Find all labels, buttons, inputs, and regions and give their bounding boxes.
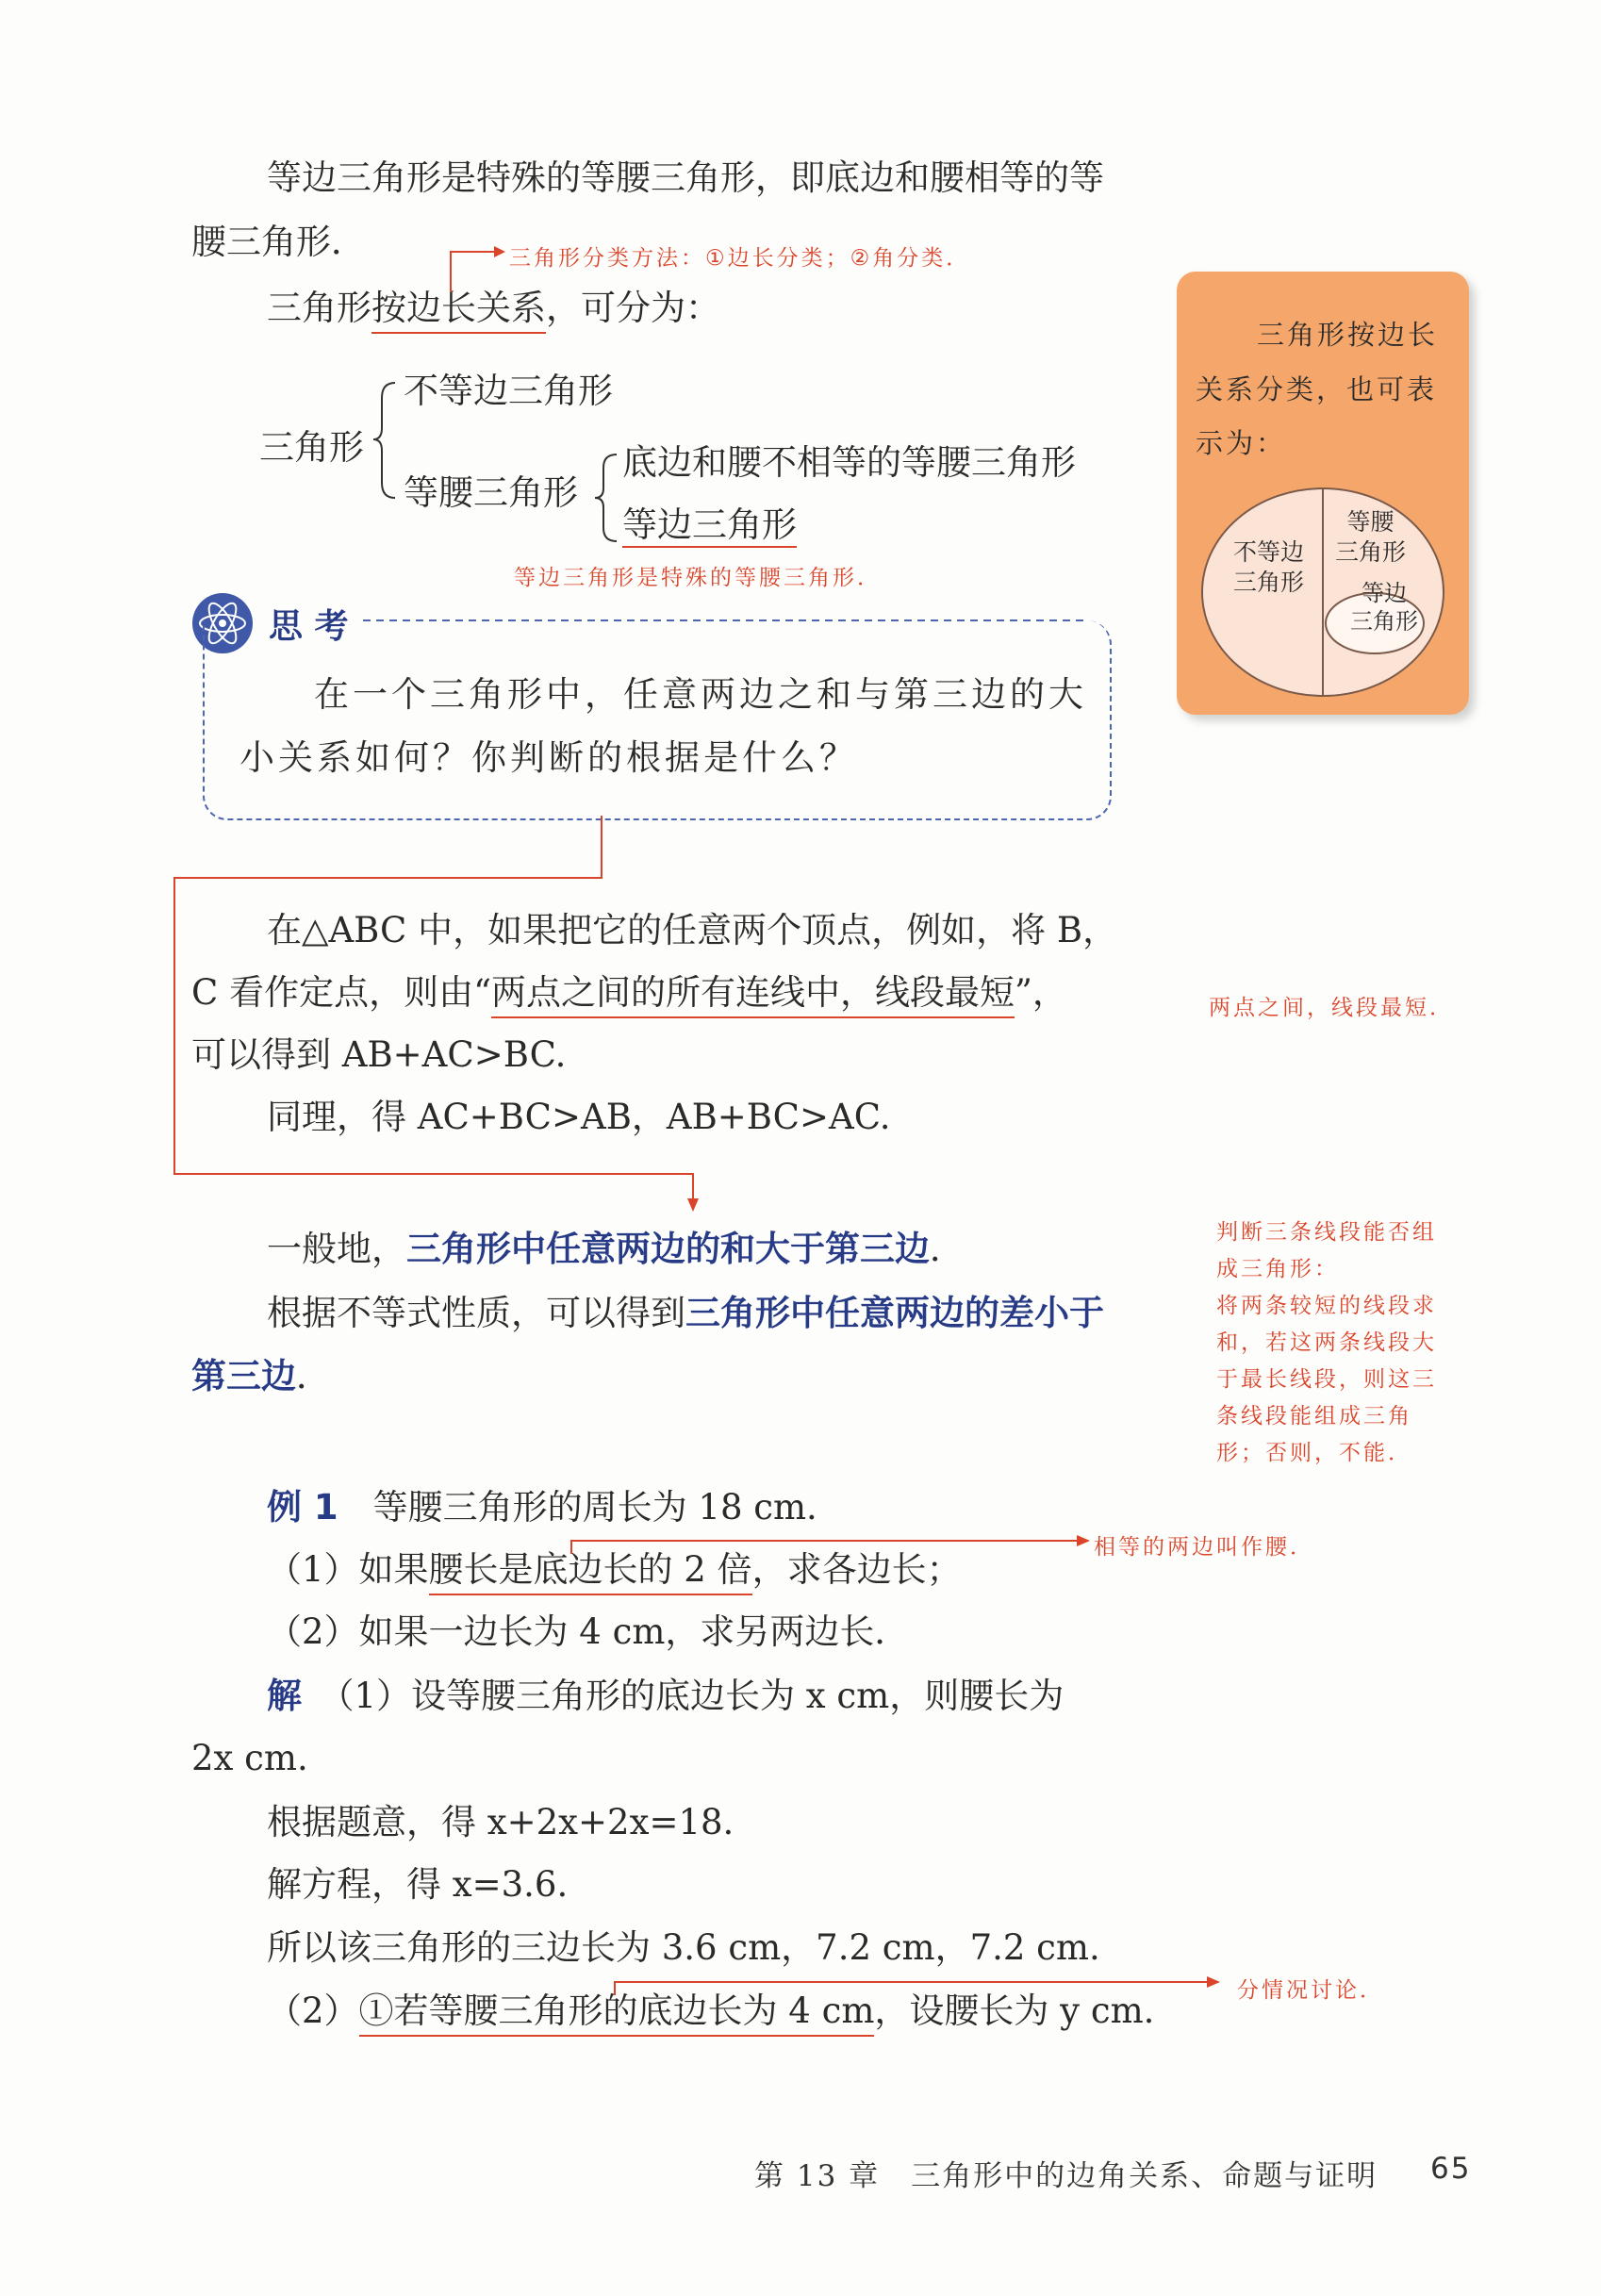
annotation-line: 和，若这两条线段大 [1216, 1330, 1437, 1355]
venn-label-line: 等边 [1362, 580, 1407, 606]
reasoning-line: 可以得到 AB+AC>BC. [191, 1034, 567, 1075]
venn-isosceles-label [1335, 507, 1406, 568]
tree-sub-equilateral: 等边三角形 [622, 507, 797, 548]
paragraph-line: 等边三角形是特殊的等腰三角形，即底边和腰相等的等 [267, 157, 1104, 198]
reasoning-line [191, 972, 1067, 1013]
solution-text: ，设腰长为 y cm. [874, 1990, 1155, 2031]
theorem-text: 根据不等式性质，可以得到 [267, 1293, 685, 1333]
reasoning-connector [170, 816, 707, 1221]
annotation-arrow [569, 1535, 1093, 1558]
example-statement: 等腰三角形的周长为 18 cm. [372, 1487, 817, 1528]
venn-label-line: 不等边 [1233, 538, 1305, 566]
think-question-line: 在一个三角形中，任意两边之和与第三边的大 [314, 674, 1087, 715]
think-box-top-border [363, 618, 1113, 623]
tree-brace [371, 379, 399, 502]
theorem-highlight: 三角形中任意两边的差小于 [685, 1293, 1104, 1333]
question-text: ，求各边长； [751, 1549, 962, 1590]
annotation-line: 判断三条线段能否组 [1216, 1220, 1437, 1245]
tree-sub-isosceles-nonequal: 底边和腰不相等的等腰三角形 [622, 442, 1076, 483]
theorem-text: ． [930, 1229, 965, 1269]
venn-equilateral-label [1350, 579, 1418, 636]
annotation-line: 形；否则，不能． [1216, 1441, 1412, 1465]
venn-label-line: 三角形 [1335, 538, 1407, 566]
solution-text: （2） [267, 1990, 359, 2031]
tree-brace [592, 451, 620, 545]
annotation-equilateral: 等边三角形是特殊的等腰三角形． [514, 566, 882, 590]
classify-prefix: 三角形 [267, 288, 371, 328]
reasoning-text: C 看作定点，则由“ [191, 972, 491, 1013]
annotation-line: 将两条较短的线段求 [1216, 1294, 1437, 1318]
theorem-text: 一般地， [267, 1229, 406, 1269]
venn-label-line: 等腰 [1346, 508, 1395, 536]
example-question-2: （2）如果一边长为 4 cm，求另两边长． [267, 1611, 910, 1652]
page-number: 65 [1430, 2152, 1472, 2186]
tree-root: 三角形 [259, 427, 364, 468]
question-text: （1）如果 [267, 1549, 429, 1590]
solution-line: 根据题意，得 x+2x+2x=18. [267, 1802, 734, 1842]
classify-suffix: ，可分为： [546, 288, 720, 328]
side-card-caption: 示为： [1196, 427, 1287, 459]
annotation-arrow [613, 1976, 1224, 1999]
solution-line [267, 1676, 1065, 1716]
solution-line: 解方程，得 x=3.6. [267, 1864, 569, 1905]
annotation-classify-method: 三角形分类方法：①边长分类；②角分类． [509, 246, 971, 271]
side-card [1177, 272, 1469, 715]
tree-branch-isosceles: 等腰三角形 [404, 472, 578, 513]
annotation-line: 于最长线段，则这三 [1216, 1367, 1437, 1392]
reasoning-text: ”， [1015, 972, 1067, 1013]
reasoning-underlined: 两点之间的所有连线中，线段最短 [491, 972, 1015, 1018]
example-label: 例 1 [267, 1487, 338, 1528]
solution-line: 所以该三角形的三边长为 3.6 cm，7.2 cm，7.2 cm. [267, 1927, 1100, 1968]
think-box [203, 620, 1112, 820]
annotation-waist: 相等的两边叫作腰． [1094, 1535, 1314, 1560]
annotation-arrow [449, 240, 507, 297]
tree-branch-scalene: 不等边三角形 [404, 371, 613, 411]
annotation-cases: 分情况讨论． [1237, 1978, 1384, 2003]
theorem-text: ． [296, 1356, 331, 1396]
annotation-shortest: 两点之间，线段最短． [1209, 996, 1454, 1020]
paragraph-line: 腰三角形． [191, 222, 366, 262]
theorem-highlight: 三角形中任意两边的和大于第三边 [406, 1229, 930, 1269]
theorem-line [267, 1293, 1104, 1333]
venn-scalene-label [1233, 537, 1304, 598]
annotation-line: 成三角形： [1216, 1257, 1339, 1281]
classify-underlined: 按边长关系 [371, 288, 546, 334]
venn-label-line: 三角形 [1350, 608, 1418, 635]
solution-line: 2x cm. [191, 1738, 308, 1778]
side-card-caption: 关系分类，也可表 [1196, 373, 1438, 405]
example-statement-line [267, 1487, 817, 1528]
annotation-line: 条线段能组成三角 [1216, 1404, 1412, 1429]
annotation-judge [1216, 1214, 1437, 1472]
solution-underlined: ①若等腰三角形的底边长为 4 cm [359, 1990, 875, 2037]
question-underlined: 腰长是底边长的 2 倍 [429, 1549, 752, 1595]
reasoning-line: 同理，得 AC+BC>AB，AB+BC>AC. [267, 1097, 891, 1137]
theorem-line [191, 1356, 331, 1396]
reasoning-line: 在△ABC 中，如果把它的任意两个顶点，例如，将 B， [267, 910, 1118, 950]
theorem-highlight: 第三边 [191, 1356, 296, 1396]
side-card-caption: 三角形按边长 [1257, 319, 1439, 351]
theorem-line [267, 1229, 965, 1269]
solution-text: （1）设等腰三角形的底边长为 x cm，则腰长为 [337, 1676, 1065, 1716]
solution-label: 解 [267, 1676, 302, 1716]
venn-label-line: 三角形 [1233, 569, 1305, 596]
think-title: 思 考 [269, 607, 349, 646]
footer-chapter: 第 13 章 三角形中的边角关系、命题与证明 [754, 2159, 1378, 2193]
think-question-line: 小关系如何？你判断的根据是什么？ [239, 737, 858, 778]
